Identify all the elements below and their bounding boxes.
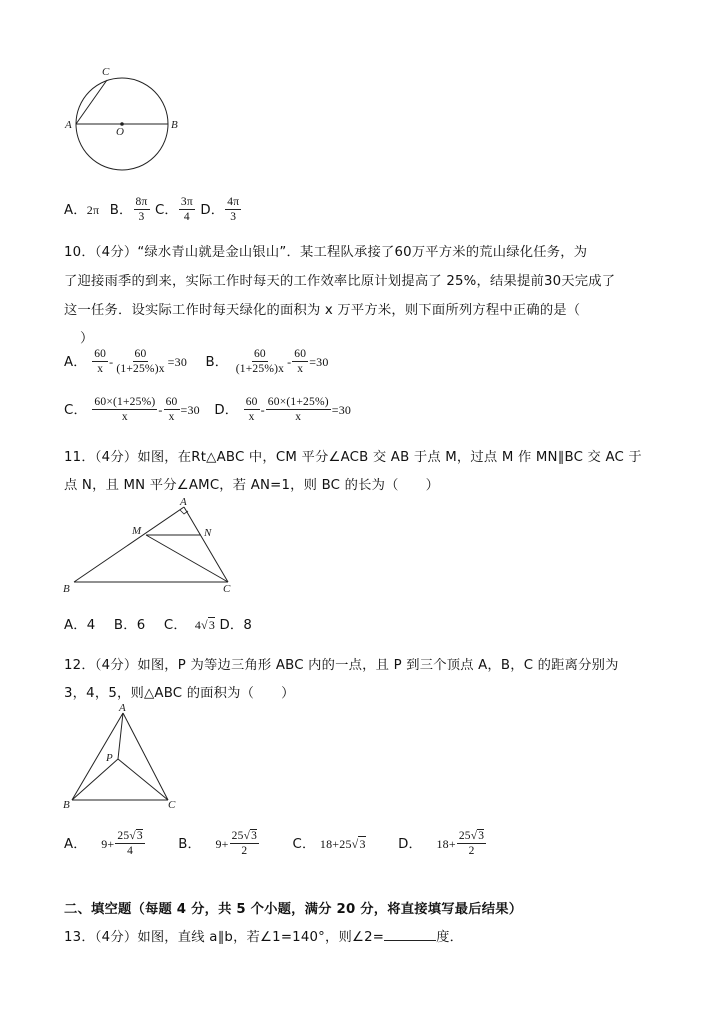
q13-text: 13．（4分）如图，直线 a∥b，若∠1=140°，则∠2= xyxy=(64,930,385,945)
side-ac xyxy=(184,507,228,582)
q10-option-b: B． $\frac{60}{(1+25\%)x}$ - $\frac{60}{x}$ =30 xyxy=(205,348,329,375)
point-label-a: A xyxy=(119,702,126,714)
q12-line-2: 3，4，5，则△ABC 的面积为（ ） xyxy=(64,686,295,701)
q10-option-c: C． $\frac{60\times(1+25\%)}{x}$ - $\frac{60}{x}$ =30 xyxy=(64,396,200,423)
point-label-n: N xyxy=(204,527,212,539)
point-label-c: C xyxy=(168,799,176,811)
q9-option-a: A．2π xyxy=(64,202,100,218)
right-triangle-figure xyxy=(60,498,250,598)
q9-option-d: D． $\frac{4\pi}{3}$ xyxy=(200,196,240,223)
q10-option-d: D． $\frac{60}{x}$ - $\frac{60\times(1+25\%)}{x}$ =30 xyxy=(214,396,352,423)
segment-pc xyxy=(118,759,168,800)
section-heading: 二、填空题（每题 4 分，共 5 个小题，满分 20 分，将直接填写最后结果） xyxy=(64,902,523,917)
chord-ac xyxy=(76,80,107,124)
segment-cm xyxy=(146,535,228,582)
q10-line-4: ） xyxy=(80,331,94,346)
q11-option-c: C． 4√3 xyxy=(163,618,216,633)
side-ab xyxy=(72,713,123,800)
q10-options-ab xyxy=(64,348,329,375)
point-label-a: A xyxy=(65,119,72,131)
q12-options xyxy=(64,830,487,857)
q10-option-a: A． $\frac{60}{x}$ - $\frac{60}{(1+25\%)x}$ =30 xyxy=(64,348,188,375)
q9-option-b: B． $\frac{8\pi}{3}$ xyxy=(109,196,148,223)
q10-line-1: 10．（4分）“绿水青山就是金山银山”．某工程队承接了60万平方米的荒山绿化任务，为 xyxy=(64,245,588,260)
q12-option-a: A． 9+ $\frac{25√3}{4}$ xyxy=(64,830,143,857)
q9-option-c: C． $\frac{3\pi}{4}$ xyxy=(154,196,193,223)
q10-options-cd xyxy=(64,396,351,423)
q11-line-2: 点 N，且 MN 平分∠AMC，若 AN=1，则 BC 的长为（ ） xyxy=(64,478,440,493)
q12-option-d: D． 18+ $\frac{25√3}{2}$ xyxy=(398,830,485,857)
point-label-c: C xyxy=(102,66,110,78)
point-label-m: M xyxy=(132,525,142,537)
segment-pb xyxy=(72,759,118,800)
point-label-b: B xyxy=(63,583,70,595)
q11-option-b: B．6 xyxy=(113,618,146,633)
q10-line-3: 这一任务．设实际工作时每天绿化的面积为 x 万平方米，则下面所列方程中正确的是（ xyxy=(64,303,581,318)
q11-options xyxy=(64,614,252,633)
q11-option-d: D．8 xyxy=(219,618,253,633)
point-label-c: C xyxy=(223,583,231,595)
answer-blank[interactable] xyxy=(384,928,436,941)
q9-options xyxy=(64,196,242,223)
point-label-p: P xyxy=(106,752,113,764)
q11-line-1: 11．（4分）如图，在Rt△ABC 中，CM 平分∠ACB 交 AB 于点 M，过点 M 作 MN∥BC 交 AC 于 xyxy=(64,450,642,465)
q12-option-b: B． 9+ $\frac{25√3}{2}$ xyxy=(178,830,258,857)
point-label-b: B xyxy=(171,119,178,131)
q13-tail: 度． xyxy=(436,930,464,945)
side-ab xyxy=(74,507,184,582)
q12-line-1: 12．（4分）如图，P 为等边三角形 ABC 内的一点，且 P 到三个顶点 A，B，C 的距离分别为 xyxy=(64,658,619,673)
q13-question xyxy=(64,926,463,945)
q11-option-a: A．4 xyxy=(64,618,96,633)
equilateral-triangle-figure xyxy=(60,704,190,814)
q12-option-c: C． 18+25√3 xyxy=(292,836,366,852)
point-label-b: B xyxy=(63,799,70,811)
side-ac xyxy=(123,713,168,800)
point-label-a: A xyxy=(180,496,187,508)
right-angle-mark xyxy=(180,510,188,514)
point-label-o: O xyxy=(116,126,124,138)
q10-line-2: 了迎接雨季的到来，实际工作时每天的工作效率比原计划提高了 25%，结果提前30天完成了 xyxy=(64,274,616,289)
circle-figure xyxy=(60,64,200,174)
